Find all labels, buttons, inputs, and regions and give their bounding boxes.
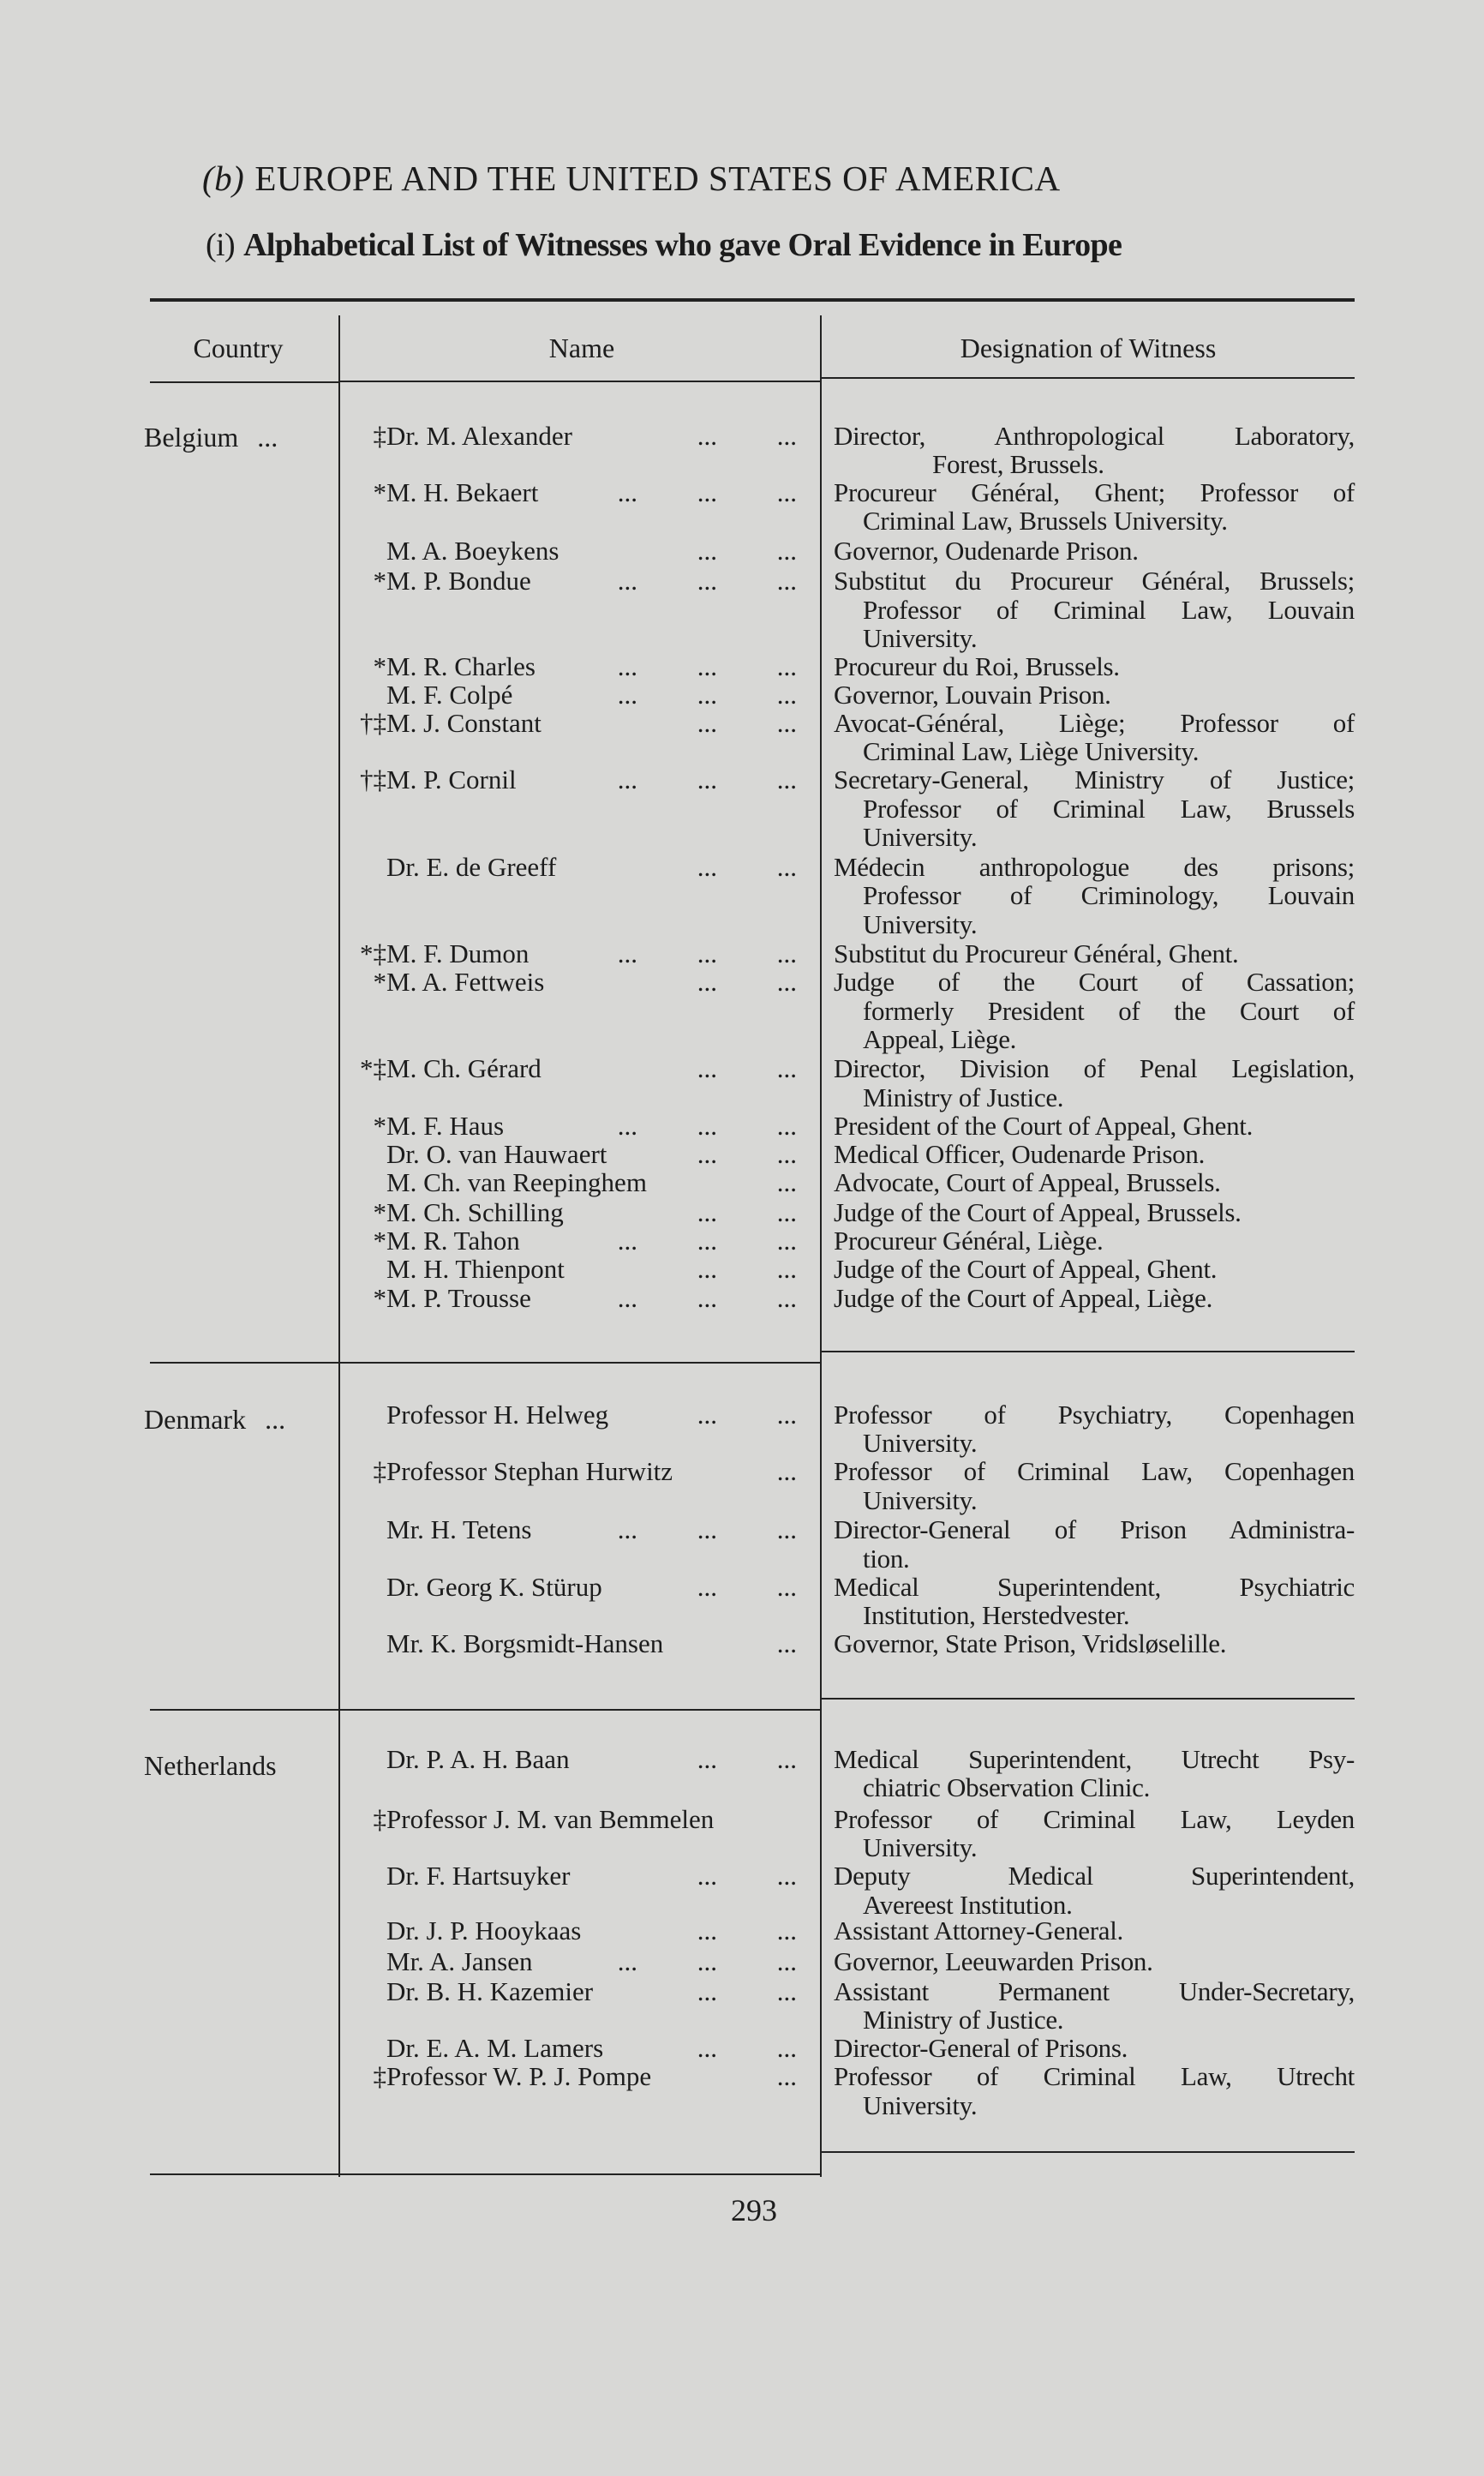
designation-line: Avocat-Général, Liège; Professor of bbox=[834, 707, 1355, 738]
section-rule bbox=[822, 1351, 1355, 1352]
designation-line: Ministry of Justice. bbox=[863, 1082, 1064, 1112]
table-top-rule bbox=[150, 298, 1355, 302]
country-label bbox=[144, 1404, 285, 1436]
witness-name-text: Professor H. Helweg bbox=[386, 1399, 609, 1430]
designation-line: Ministry of Justice. bbox=[863, 2005, 1064, 2035]
witness-designation bbox=[834, 1255, 1355, 1284]
witness-name-text: M. P. Cornil bbox=[386, 764, 517, 795]
witness-designation bbox=[834, 422, 1355, 479]
designation-line: Director-General of Prison Administra- bbox=[834, 1514, 1355, 1545]
witness-designation bbox=[834, 1947, 1355, 1976]
dot-leader: ... ... ... bbox=[617, 650, 797, 681]
section-title: EUROPE AND THE UNITED STATES OF AMERICA bbox=[254, 159, 1061, 198]
witness-name bbox=[373, 1226, 520, 1256]
column-header-name: Name bbox=[548, 333, 615, 363]
dot-leader: ... ... bbox=[697, 536, 797, 567]
footnote-mark: * bbox=[373, 1197, 386, 1228]
dot-leader: ... ... ... bbox=[617, 566, 797, 597]
footnote-mark: †‡ bbox=[360, 764, 386, 795]
witness-name bbox=[386, 1916, 581, 1945]
designation-line: Assistant Permanent Under-Secretary, bbox=[834, 1975, 1355, 2006]
witness-name-text: Dr. M. Alexander bbox=[386, 420, 572, 451]
witness-designation bbox=[834, 1805, 1355, 1862]
designation-line: Medical Officer, Oudenarde Prison. bbox=[834, 1138, 1206, 1169]
witness-designation bbox=[834, 1226, 1355, 1256]
column-header-designation: Designation of Witness bbox=[960, 333, 1217, 363]
witness-name bbox=[386, 1573, 602, 1602]
dot-leader: ... ... bbox=[697, 1399, 797, 1430]
witness-name-text: Dr. Georg K. Stürup bbox=[386, 1571, 602, 1602]
designation-line: University. bbox=[863, 1428, 978, 1459]
witness-name-text: Mr. H. Tetens bbox=[386, 1514, 532, 1545]
witness-name bbox=[386, 1977, 593, 2006]
witness-name-text: Dr. P. A. H. Baan bbox=[386, 1743, 570, 1774]
footnote-mark: *‡ bbox=[360, 1053, 386, 1084]
column-header-country: Country bbox=[193, 333, 284, 363]
page-number: 293 bbox=[731, 2193, 777, 2227]
footnote-mark: * bbox=[373, 1226, 386, 1256]
witness-designation bbox=[834, 680, 1355, 710]
dot-leader: ... ... ... bbox=[617, 1226, 797, 1256]
dot-leader: ... ... ... bbox=[617, 477, 797, 507]
dot-leader: ... ... bbox=[697, 1571, 797, 1602]
footnote-mark: * bbox=[373, 1282, 386, 1313]
witness-designation bbox=[834, 765, 1355, 852]
designation-line: Assistant Attorney-General. bbox=[834, 1915, 1123, 1946]
list-number: (i) bbox=[206, 227, 236, 263]
designation-line: Deputy Medical Superintendent, bbox=[834, 1861, 1355, 1891]
witness-name-text: M. A. Fettweis bbox=[386, 967, 545, 998]
designation-line: Governor, Oudenarde Prison. bbox=[834, 536, 1139, 567]
section-rule bbox=[150, 1709, 820, 1711]
designation-line: Professor of Criminal Law, Utrecht bbox=[834, 2061, 1355, 2092]
witness-designation bbox=[834, 2062, 1355, 2119]
dot-leader: ... ... bbox=[697, 1861, 797, 1891]
footnote-mark: * bbox=[373, 1110, 386, 1141]
witness-name-text: Dr. J. P. Hooykaas bbox=[386, 1915, 582, 1946]
witness-name-text: M. P. Bondue bbox=[386, 566, 531, 597]
designation-line: Criminal Law, Brussels University. bbox=[863, 506, 1228, 537]
footnote-mark: ‡ bbox=[373, 1456, 386, 1487]
designation-line: Medical Superintendent, Psychiatric bbox=[834, 1571, 1355, 1602]
witness-name-text: M. Ch. van Reepinghem bbox=[386, 1167, 647, 1198]
designation-line: formerly President of the Court of bbox=[863, 995, 1355, 1026]
designation-line: Substitut du Procureur Général, Brussels; bbox=[834, 566, 1355, 597]
list-title: Alphabetical List of Witnesses who gave Oral Evidence in Europe bbox=[243, 227, 1122, 263]
designation-line: Governor, State Prison, Vridsløselille. bbox=[834, 1628, 1227, 1659]
designation-line: Professor of Criminal Law, Copenhagen bbox=[834, 1456, 1355, 1487]
witness-name bbox=[373, 650, 536, 681]
footnote-mark: *‡ bbox=[360, 938, 386, 968]
dot-leader: ... ... bbox=[697, 1975, 797, 2006]
footnote-mark: ‡ bbox=[373, 420, 386, 451]
dot-leader: ... bbox=[776, 1167, 797, 1198]
witness-designation bbox=[834, 1198, 1355, 1227]
column-divider-country bbox=[338, 315, 340, 2177]
witness-name-text: M. F. Colpé bbox=[386, 679, 513, 710]
dot-leader: ... ... ... bbox=[617, 764, 797, 795]
witness-name bbox=[386, 1745, 570, 1774]
witness-name bbox=[386, 853, 556, 882]
witness-name-text: Dr. E. de Greeff bbox=[386, 851, 557, 882]
designation-line: Appeal, Liège. bbox=[863, 1024, 1017, 1055]
header-rule bbox=[150, 381, 338, 383]
designation-line: chiatric Observation Clinic. bbox=[863, 1772, 1151, 1803]
dot-leader: ... ... bbox=[697, 2032, 797, 2063]
witness-designation bbox=[834, 1140, 1355, 1169]
witness-name-text: M. R. Charles bbox=[386, 650, 536, 681]
witness-name-text: M. H. Thienpont bbox=[386, 1254, 565, 1285]
designation-line: Judge of the Court of Cassation; bbox=[834, 967, 1355, 998]
witness-name bbox=[373, 967, 545, 998]
witness-name bbox=[386, 1629, 663, 1658]
witness-name-text: M. Ch. Gérard bbox=[386, 1053, 542, 1084]
witness-name-text: Professor J. M. van Bemmelen bbox=[386, 1803, 715, 1834]
witness-name bbox=[386, 1861, 571, 1891]
designation-line: University. bbox=[863, 1484, 978, 1515]
witness-designation bbox=[834, 1861, 1355, 1919]
list-heading bbox=[206, 226, 1122, 264]
designation-line: Advocate, Court of Appeal, Brussels. bbox=[834, 1167, 1221, 1198]
designation-line: Director-General of Prisons. bbox=[834, 2032, 1128, 2063]
dot-leader: ... ... ... bbox=[617, 679, 797, 710]
witness-name bbox=[373, 566, 531, 597]
designation-line: President of the Court of Appeal, Ghent. bbox=[834, 1110, 1254, 1141]
table-bottom-rule bbox=[822, 2151, 1355, 2153]
dot-leader: ... ... bbox=[697, 1138, 797, 1169]
section-heading bbox=[202, 158, 1061, 199]
designation-line: Procureur Général, Ghent; Professor of bbox=[834, 477, 1355, 507]
designation-line: Forest, Brussels. bbox=[932, 449, 1104, 480]
witness-name bbox=[386, 1947, 533, 1976]
witness-designation bbox=[834, 1400, 1355, 1458]
witness-name bbox=[386, 1255, 565, 1284]
witness-name-text: Dr. F. Hartsuyker bbox=[386, 1861, 571, 1891]
witness-designation bbox=[834, 1573, 1355, 1630]
witness-name bbox=[360, 938, 530, 968]
footnote-mark: * bbox=[373, 967, 386, 998]
dot-leader: ... bbox=[776, 1628, 797, 1659]
witness-designation bbox=[834, 1745, 1355, 1802]
witness-designation bbox=[834, 1168, 1355, 1197]
designation-line: Professor of Psychiatry, Copenhagen bbox=[834, 1399, 1355, 1430]
witness-name-text: Dr. E. A. M. Lamers bbox=[386, 2032, 604, 2063]
designation-line: Médecin anthropologue des prisons; bbox=[834, 851, 1355, 882]
witness-name-text: Dr. B. H. Kazemier bbox=[386, 1975, 594, 2006]
designation-line: Judge of the Court of Appeal, Ghent. bbox=[834, 1254, 1218, 1285]
witness-designation bbox=[834, 1284, 1355, 1313]
dot-leader: ... ... ... bbox=[617, 938, 797, 968]
witness-name bbox=[373, 1456, 673, 1487]
country-leader: ... bbox=[257, 422, 278, 453]
designation-line: Procureur Général, Liège. bbox=[834, 1226, 1104, 1256]
witness-name-text: M. P. Trousse bbox=[386, 1282, 531, 1313]
dot-leader: ... ... bbox=[697, 1743, 797, 1774]
witness-name bbox=[360, 1053, 542, 1084]
dot-leader: ... ... bbox=[697, 1254, 797, 1285]
designation-line: Avereest Institution. bbox=[863, 1889, 1073, 1920]
witness-name bbox=[373, 1803, 715, 1834]
dot-leader: ... bbox=[776, 2061, 797, 2092]
witness-name-text: M. F. Dumon bbox=[386, 938, 530, 968]
designation-line: Governor, Leeuwarden Prison. bbox=[834, 1945, 1153, 1976]
dot-leader: ... ... bbox=[697, 1197, 797, 1228]
designation-line: Secretary-General, Ministry of Justice; bbox=[834, 764, 1355, 795]
country-label bbox=[144, 1750, 296, 1782]
footnote-mark: †‡ bbox=[360, 707, 386, 738]
dot-leader: ... ... ... bbox=[617, 1282, 797, 1313]
witness-designation bbox=[834, 709, 1355, 766]
witness-designation bbox=[834, 1515, 1355, 1573]
country-name: Denmark bbox=[144, 1404, 247, 1436]
designation-line: Director, Division of Penal Legislation, bbox=[834, 1053, 1355, 1084]
dot-leader: ... ... bbox=[697, 420, 797, 451]
witness-name bbox=[386, 680, 512, 710]
country-name: Netherlands bbox=[144, 1750, 277, 1782]
designation-line: tion. bbox=[863, 1543, 910, 1574]
designation-line: University. bbox=[863, 822, 978, 853]
dot-leader: ... ... ... bbox=[617, 1945, 797, 1976]
designation-line: Judge of the Court of Appeal, Liège. bbox=[834, 1282, 1213, 1313]
witness-name bbox=[386, 537, 559, 566]
witness-name-text: Mr. K. Borgsmidt-Hansen bbox=[386, 1628, 664, 1659]
dot-leader: ... ... bbox=[697, 851, 797, 882]
country-name: Belgium bbox=[144, 422, 239, 453]
witness-designation bbox=[834, 2034, 1355, 2063]
column-divider-name bbox=[820, 315, 822, 2177]
dot-leader: ... ... ... bbox=[617, 1514, 797, 1545]
table-bottom-rule bbox=[150, 2173, 820, 2175]
footnote-mark: ‡ bbox=[373, 1803, 386, 1834]
witness-name bbox=[386, 2034, 603, 2063]
section-rule bbox=[822, 1698, 1355, 1700]
witness-name-text: Mr. A. Jansen bbox=[386, 1945, 533, 1976]
designation-line: University. bbox=[863, 908, 978, 939]
witness-designation bbox=[834, 968, 1355, 1054]
witness-name bbox=[360, 764, 517, 795]
designation-line: University. bbox=[863, 1832, 978, 1863]
witness-name bbox=[373, 420, 572, 451]
section-rule bbox=[150, 1362, 820, 1364]
designation-line: Director, Anthropological Laboratory, bbox=[834, 420, 1355, 451]
header-rule bbox=[822, 377, 1355, 379]
country-leader: ... bbox=[265, 1404, 286, 1436]
witness-name bbox=[373, 477, 539, 507]
header-rule bbox=[340, 381, 820, 382]
witness-designation bbox=[834, 567, 1355, 653]
footnote-mark: * bbox=[373, 650, 386, 681]
witness-name bbox=[373, 1282, 531, 1313]
designation-line: Institution, Herstedvester. bbox=[863, 1600, 1130, 1631]
dot-leader: ... ... bbox=[697, 967, 797, 998]
witness-name bbox=[373, 1110, 505, 1141]
witness-name bbox=[386, 1400, 608, 1430]
witness-name-text: M. A. Boeykens bbox=[386, 536, 559, 567]
designation-line: Substitut du Procureur Général, Ghent. bbox=[834, 938, 1239, 968]
country-label bbox=[144, 422, 278, 453]
footnote-mark: ‡ bbox=[373, 2061, 386, 2092]
designation-line: Medical Superintendent, Utrecht Psy- bbox=[834, 1743, 1355, 1774]
witness-name-text: M. R. Tahon bbox=[386, 1226, 520, 1256]
witness-designation bbox=[834, 939, 1355, 968]
dot-leader: ... ... bbox=[697, 707, 797, 738]
witness-name-text: Professor Stephan Hurwitz bbox=[386, 1456, 673, 1487]
witness-name-text: M. H. Bekaert bbox=[386, 477, 539, 507]
designation-line: Professor of Criminology, Louvain bbox=[863, 880, 1355, 911]
dot-leader: ... ... bbox=[697, 1915, 797, 1946]
dot-leader: ... bbox=[776, 1456, 797, 1487]
designation-line: Procureur du Roi, Brussels. bbox=[834, 650, 1120, 681]
witness-designation bbox=[834, 652, 1355, 681]
witness-designation bbox=[834, 853, 1355, 939]
designation-line: Governor, Louvain Prison. bbox=[834, 679, 1111, 710]
witness-designation bbox=[834, 1977, 1355, 2035]
witness-name-text: M. F. Haus bbox=[386, 1110, 505, 1141]
witness-name bbox=[386, 1515, 531, 1544]
designation-line: University. bbox=[863, 2089, 978, 2120]
designation-line: Professor of Criminal Law, Leyden bbox=[834, 1803, 1355, 1834]
witness-designation bbox=[834, 478, 1355, 536]
section-label: (b) bbox=[202, 159, 245, 198]
designation-line: Criminal Law, Liège University. bbox=[863, 736, 1200, 767]
designation-line: Professor of Criminal Law, Louvain bbox=[863, 594, 1355, 625]
witness-designation bbox=[834, 1457, 1355, 1514]
witness-name bbox=[386, 1168, 647, 1197]
witness-designation bbox=[834, 537, 1355, 566]
witness-designation bbox=[834, 1112, 1355, 1141]
witness-name bbox=[360, 707, 542, 738]
designation-line: Judge of the Court of Appeal, Brussels. bbox=[834, 1197, 1242, 1228]
dot-leader: ... ... ... bbox=[617, 1110, 797, 1141]
dot-leader: ... ... bbox=[697, 1053, 797, 1084]
witness-designation bbox=[834, 1629, 1355, 1658]
witness-name bbox=[373, 1197, 564, 1228]
witness-designation bbox=[834, 1054, 1355, 1112]
witness-name-text: Dr. O. van Hauwaert bbox=[386, 1138, 607, 1169]
witness-name-text: Professor W. P. J. Pompe bbox=[386, 2061, 652, 2092]
witness-name-text: M. J. Constant bbox=[386, 707, 542, 738]
witness-designation bbox=[834, 1916, 1355, 1945]
witness-name bbox=[373, 2061, 652, 2092]
footnote-mark: * bbox=[373, 566, 386, 597]
witness-name bbox=[386, 1140, 607, 1169]
witness-name-text: M. Ch. Schilling bbox=[386, 1197, 564, 1228]
designation-line: University. bbox=[863, 623, 978, 654]
footnote-mark: * bbox=[373, 477, 386, 507]
designation-line: Professor of Criminal Law, Brussels bbox=[863, 793, 1355, 824]
